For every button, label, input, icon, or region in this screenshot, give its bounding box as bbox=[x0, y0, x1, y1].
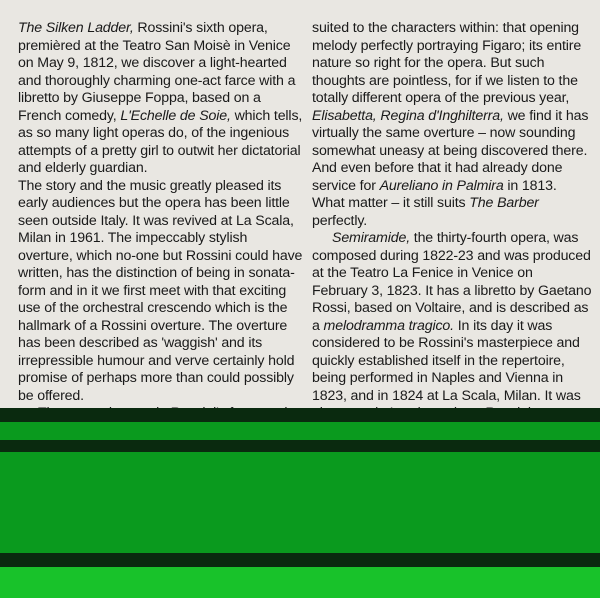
light-green-overlay-strip bbox=[0, 567, 600, 598]
source-title: L'Echelle de Soie, bbox=[120, 107, 231, 124]
text: in 1813. What matter – it still suits bbox=[312, 177, 557, 211]
paragraph: The story and the music greatly pleased its early audiences but the opera has been little seen outside Italy. It was revived at La Scala, Milan in 1961. The impeccably stylish overture, which no-one but Rossini could have written, has the distinction of being in sonata-form and in it we first meet with that exciting use of the orchestral crescendo which is the hallmark of a Rossini overture. The overture has been described as 'waggish' and its irrepressible humour and verve certainly hold promise of perhaps more than could possibly be offered. bbox=[18, 177, 303, 404]
dark-overlay-strip bbox=[0, 440, 600, 452]
text: we find it has virtually the same overture – now sounding somewhat uneasy at being discovered there. And even before that it had already done service for bbox=[312, 107, 589, 194]
dark-overlay-strip bbox=[0, 553, 600, 567]
opera-title: Aureliano in Palmira bbox=[379, 177, 504, 194]
opera-title: Elisabetta, Regina d'Inghilterra, bbox=[312, 107, 504, 124]
paragraph bbox=[312, 20, 592, 230]
genre-term: melodramma tragico. bbox=[323, 317, 454, 334]
dark-overlay-strip bbox=[0, 408, 600, 422]
text: Rossini's sixth opera, premièred at the Teatro San Moisè in Venice on May 9, 1812, we discover a light-hearted and thoroughly charming one-act farce with a libretto by Giuseppe Foppa, based on a French comedy, bbox=[18, 20, 296, 124]
text: perfectly. bbox=[312, 212, 368, 229]
text: the thirty-fourth opera, was composed during 1822-23 and was produced at the Teatro La Fenice in Venice on February 3, 1823. It has a libretto by Gaetano Rossi, based on Voltaire, and is described as a bbox=[312, 230, 592, 334]
text: In its day it was considered to be Rossini's masterpiece and quickly established itself in the repertoire, being performed in Naples and Vienna in 1823, and in 1824 at La Scala, Milan. It was bbox=[312, 317, 581, 404]
left-column bbox=[18, 20, 303, 458]
opera-title: Semiramide, bbox=[332, 230, 410, 246]
right-column bbox=[312, 20, 592, 440]
text: suited to the characters within: that opening melody perfectly portraying Figaro; its entire nature so right for the opera. But such thoughts are pointless, for if we listen to the totally different opera of the previous year, bbox=[312, 20, 582, 106]
paragraph bbox=[18, 20, 303, 178]
opera-title: The Silken Ladder, bbox=[18, 20, 134, 36]
text: which tells, as so many light operas do, of the ingenious attempts of a pretty girl to outwit her dictatorial and elderly guardian. bbox=[18, 107, 303, 176]
opera-title: The Barber bbox=[469, 195, 539, 211]
